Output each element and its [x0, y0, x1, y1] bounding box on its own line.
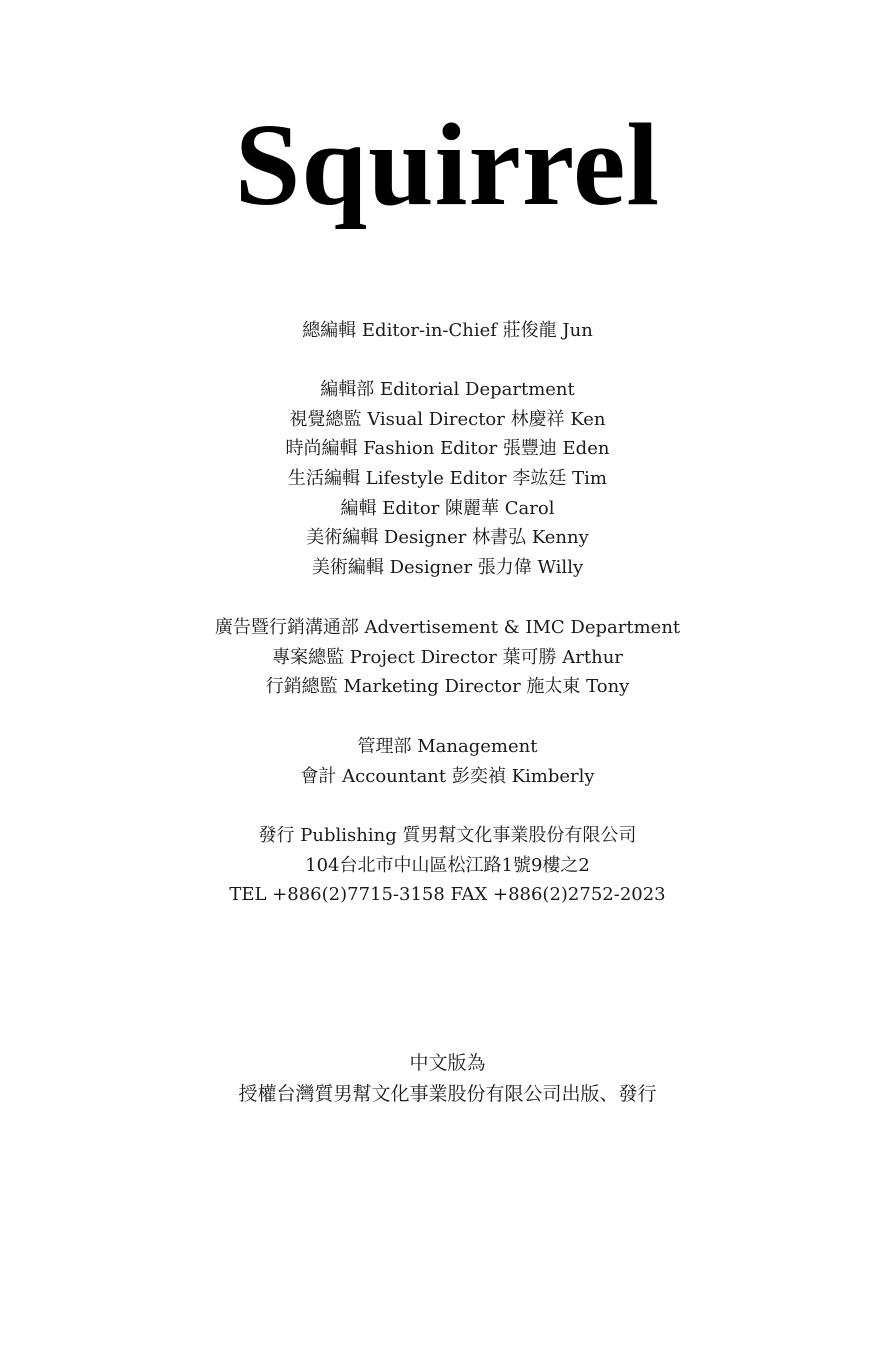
editor-in-chief-line: 總編輯 Editor-in-Chief 莊俊龍 Jun: [302, 320, 593, 341]
publisher-phone-fax: TEL +886(2)7715-3158 FAX +886(2)2752-2023: [229, 884, 666, 906]
license-notice-line-1: 中文版為: [409, 1052, 486, 1074]
credit-line-accountant: 會計 Accountant 彭奕禎 Kimberly: [300, 765, 595, 787]
credit-line-visual-director: 視覺總監 Visual Director 林慶祥 Ken: [289, 408, 606, 430]
credit-line-fashion-editor: 時尚編輯 Fashion Editor 張豐迪 Eden: [285, 438, 610, 460]
credit-line-designer-willy: 美術編輯 Designer 張力偉 Willy: [311, 557, 584, 579]
editorial-department-section: [0, 375, 895, 583]
editorial-department-heading: 編輯部 Editorial Department: [320, 379, 575, 400]
credit-line-designer-kenny: 美術編輯 Designer 林書弘 Kenny: [306, 527, 589, 549]
management-heading: 管理部 Management: [357, 736, 538, 757]
publishing-section: [0, 821, 895, 910]
license-notice-section: [0, 1048, 895, 1110]
advertisement-department-heading: 廣告暨行銷溝通部 Advertisement & IMC Department: [214, 617, 681, 638]
credit-line-project-director: 專案總監 Project Director 葉可勝 Arthur: [272, 646, 623, 668]
credit-line-marketing-director: 行銷總監 Marketing Director 施太東 Tony: [265, 676, 630, 698]
credit-line-editor: 編輯 Editor 陳麗華 Carol: [340, 497, 555, 519]
advertisement-department-section: [0, 613, 895, 702]
publisher-line: 發行 Publishing 質男幫文化事業股份有限公司: [258, 825, 637, 846]
publisher-address: 104台北市中山區松江路1號9樓之2: [305, 854, 590, 876]
magazine-masthead: Squirrel: [234, 99, 661, 230]
editor-in-chief-section: [0, 316, 895, 346]
management-section: [0, 732, 895, 791]
credit-line-lifestyle-editor: 生活編輯 Lifestyle Editor 李竑廷 Tim: [288, 468, 607, 490]
license-notice-line-2: 授權台灣質男幫文化事業股份有限公司出版、發行: [238, 1083, 657, 1105]
